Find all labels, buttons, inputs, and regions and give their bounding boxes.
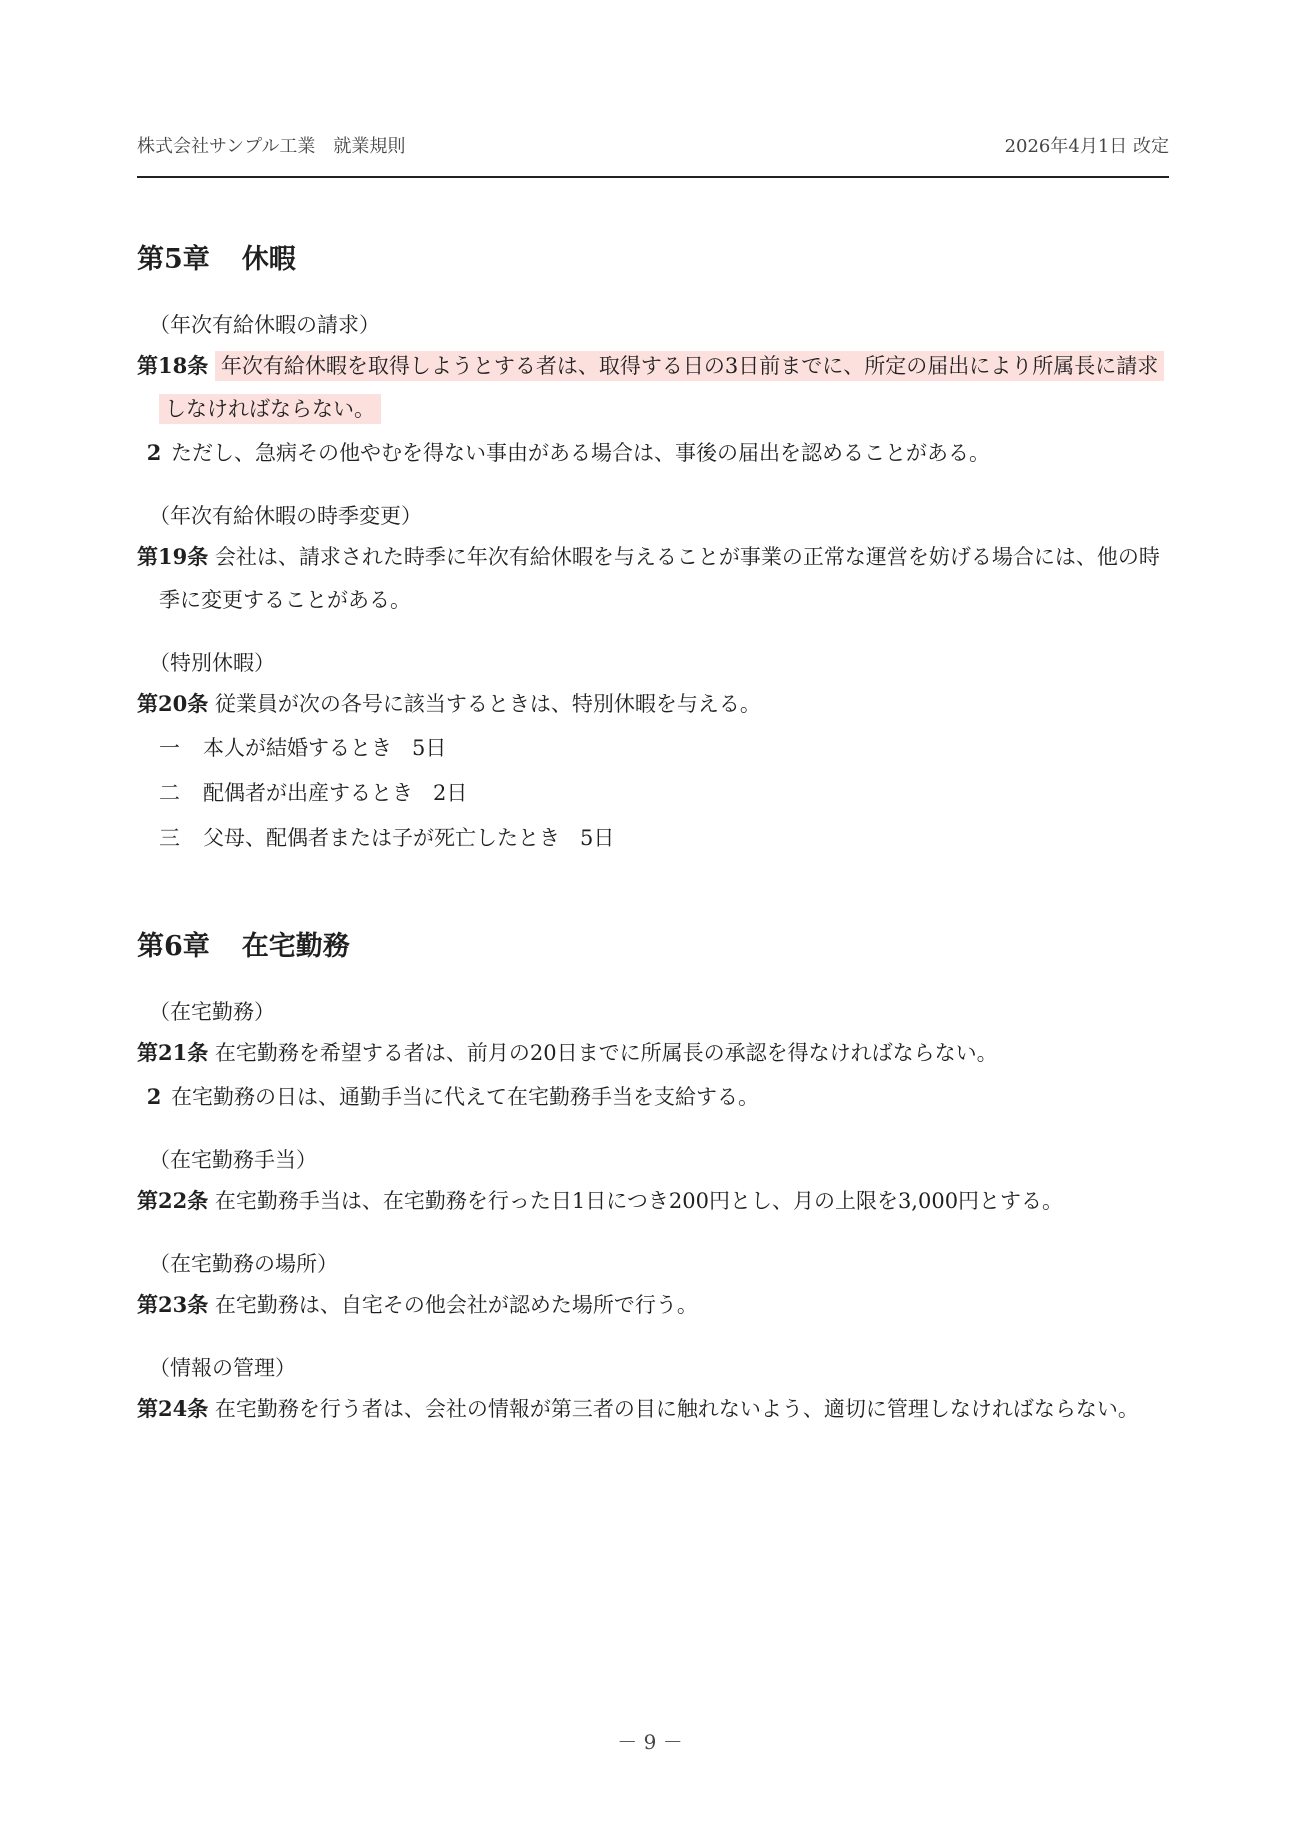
document-body [137, 240, 1177, 1453]
chapter-title: 在宅勤務 [241, 931, 350, 962]
article-block [137, 497, 1177, 622]
article-number: 第24条 [137, 1396, 209, 1421]
article-block [137, 1141, 1177, 1223]
header-revision-date: 2026年4月1日 改定 [1004, 136, 1169, 157]
item-text: 父母、配偶者または子が死亡したとき [203, 826, 560, 850]
chapter-title: 休暇 [241, 244, 296, 275]
header-divider [137, 176, 1169, 178]
chapter-heading [137, 927, 1177, 967]
article-text: 在宅勤務手当は、在宅勤務を行った日1日につき200円とし、月の上限を3,000円とする。 [214, 1189, 1064, 1213]
paragraph-text: ただし、急病その他やむを得ない事由がある場合は、事後の届出を認めることがある。 [171, 441, 990, 465]
article-block [137, 306, 1177, 475]
list-item [137, 771, 1177, 816]
article-number: 第19条 [137, 544, 209, 569]
article-number: 第18条 [137, 353, 209, 378]
article-caption: （年次有給休暇の請求） [149, 313, 380, 337]
article-number: 第21条 [137, 1040, 209, 1065]
paragraph-number: 2 [146, 1084, 162, 1109]
article [137, 1179, 1177, 1223]
article-number: 第22条 [137, 1188, 209, 1213]
header-company-title: 株式会社サンプル工業 就業規則 [137, 136, 406, 157]
article-caption: （在宅勤務） [149, 1000, 275, 1024]
article-caption: （在宅勤務手当） [149, 1148, 317, 1172]
article-paragraph [137, 431, 1177, 475]
list-item [137, 726, 1177, 771]
article [137, 1031, 1177, 1075]
article-caption: （情報の管理） [149, 1356, 296, 1380]
article-text: 在宅勤務は、自宅その他会社が認めた場所で行う。 [214, 1293, 698, 1317]
article-number: 第23条 [137, 1292, 209, 1317]
item-text: 本人が結婚するとき [203, 736, 392, 760]
article-text: 在宅勤務を行う者は、会社の情報が第三者の目に触れないよう、適切に管理しなければならない。 [214, 1397, 1139, 1421]
item-days: 5日 [580, 826, 615, 850]
list-item [137, 816, 1177, 861]
highlighted-article-text: 年次有給休暇を取得しようとする者は、取得する日の3日前までに、所定の届出により所属長に請求しなければならない。 [159, 351, 1164, 424]
article-block [137, 1349, 1177, 1431]
paragraph-text: 在宅勤務の日は、通勤手当に代えて在宅勤務手当を支給する。 [171, 1085, 759, 1109]
item-days: 2日 [433, 781, 468, 805]
item-number: 一 [159, 736, 180, 760]
article-number: 第20条 [137, 691, 209, 716]
chapter-number: 第5章 [137, 244, 210, 275]
article [137, 682, 1177, 726]
article-text: 従業員が次の各号に該当するときは、特別休暇を与える。 [214, 692, 761, 716]
article-text: 会社は、請求された時季に年次有給休暇を与えることが事業の正常な運営を妨げる場合には、他の時季に変更することがある。 [159, 545, 1160, 612]
article-caption: （在宅勤務の場所） [149, 1252, 338, 1276]
article [137, 344, 1177, 431]
document-header [137, 132, 1169, 158]
item-days: 5日 [412, 736, 447, 760]
page-number: － 9 － [617, 1730, 683, 1754]
article-caption: （特別休暇） [149, 651, 275, 675]
article-block [137, 993, 1177, 1119]
article-text: 在宅勤務を希望する者は、前月の20日までに所属長の承認を得なければならない。 [214, 1041, 998, 1065]
article [137, 1283, 1177, 1327]
article-caption: （年次有給休暇の時季変更） [149, 504, 422, 528]
article-paragraph [137, 1075, 1177, 1119]
article [137, 1387, 1177, 1431]
article [137, 535, 1177, 622]
item-number: 三 [159, 826, 180, 850]
article-block [137, 1245, 1177, 1327]
chapter-heading [137, 240, 1177, 280]
item-number: 二 [159, 781, 180, 805]
item-text: 配偶者が出産するとき [203, 781, 413, 805]
article-block [137, 644, 1177, 861]
paragraph-number: 2 [146, 440, 162, 465]
chapter-number: 第6章 [137, 931, 210, 962]
